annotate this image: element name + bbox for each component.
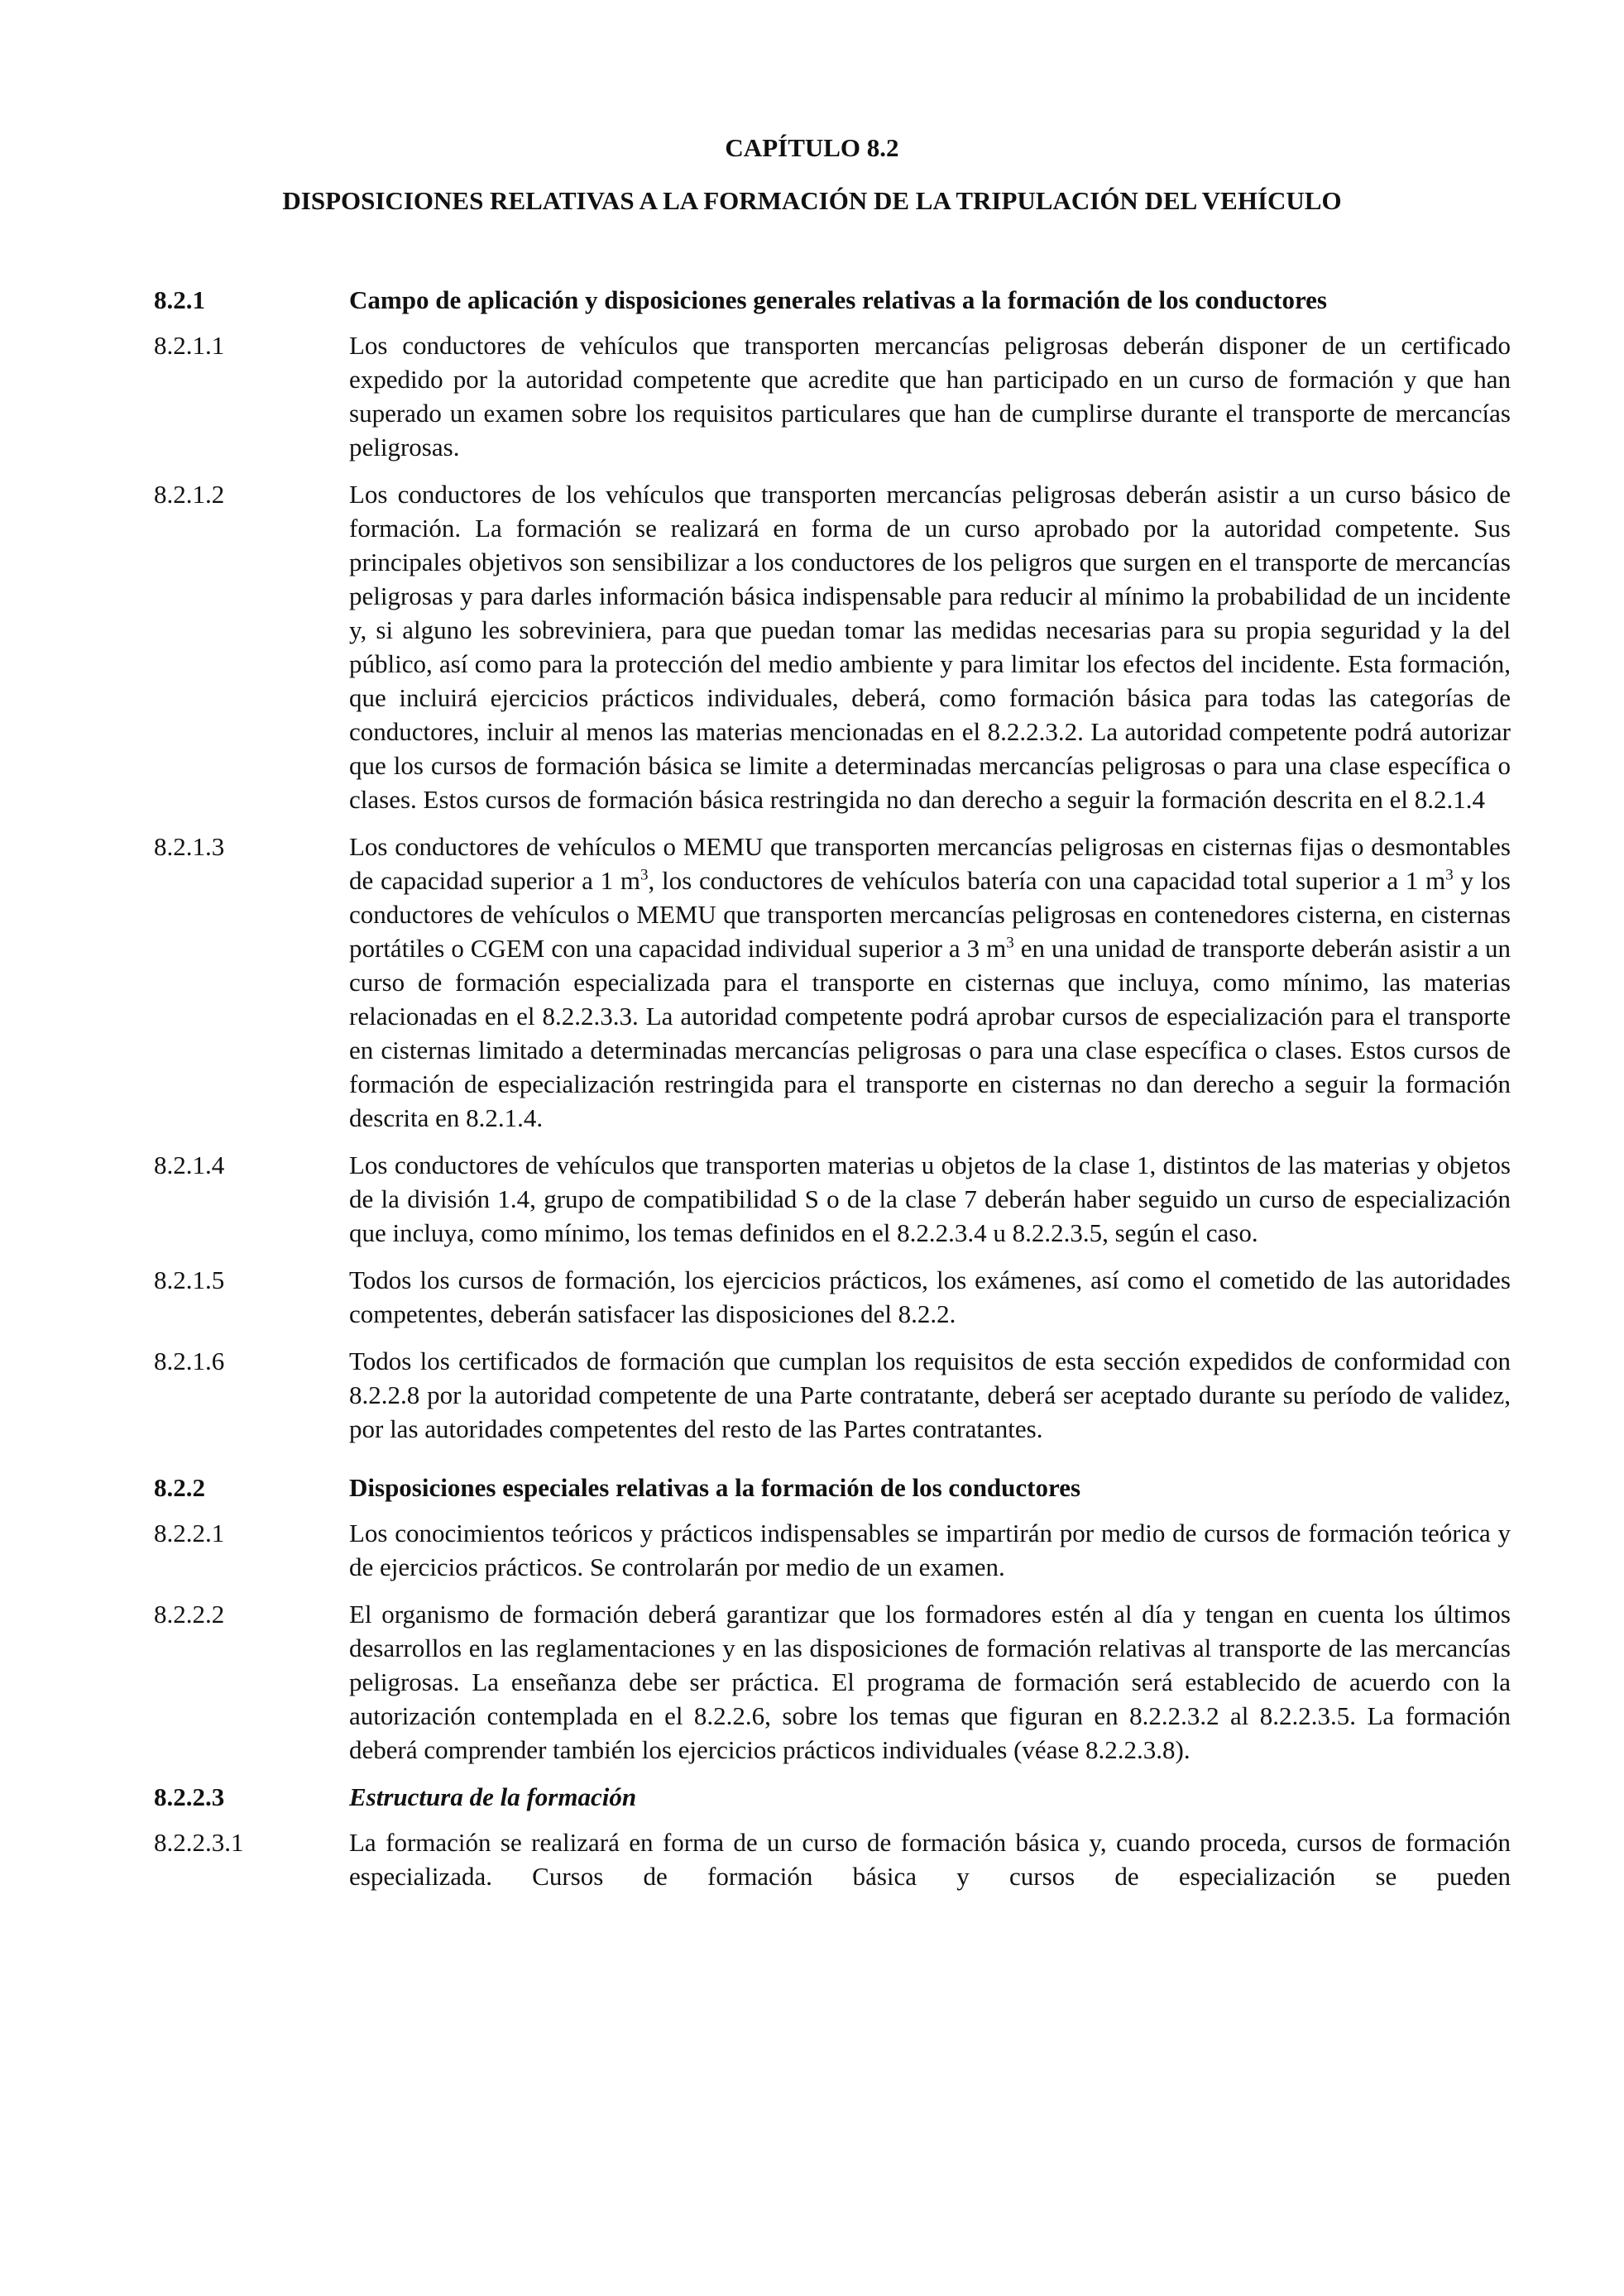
section-heading-8-2-2 — [154, 1471, 1511, 1504]
paragraph-text — [349, 830, 1511, 1135]
paragraph-number: 8.2.2.2 — [154, 1600, 225, 1629]
paragraph-8-2-1-1 — [154, 328, 1511, 464]
paragraph-8-2-1-3 — [154, 830, 1511, 1135]
paragraph-number: 8.2.1.2 — [154, 480, 225, 509]
paragraph-text: Los conductores de vehículos que transporten mercancías peligrosas deberán disponer de un certificado expedido por la autoridad competente que acredite que han participado en un curso de formación y que han superado un examen sobre los requisitos particulares que han de cumplirse durante el transporte de mercancías peligrosas. — [349, 331, 1511, 462]
paragraph-text: Todos los cursos de formación, los ejercicios prácticos, los exámenes, así como el cometido de las autoridades competentes, deberán satisfacer las disposiciones del 8.2.2. — [349, 1265, 1511, 1328]
section-number: 8.2.1 — [154, 285, 205, 314]
paragraph-text: El organismo de formación deberá garantizar que los formadores estén al día y tengan en cuenta los últimos desarrollos en las reglamentaciones y en las disposiciones de formación relativas al transporte de las mercancías peligrosas. La enseñanza debe ser práctica. El programa de formación será establecido de acuerdo con la autorización contemplada en el 8.2.2.6, sobre los temas que figuran en 8.2.2.3.2 al 8.2.2.3.5. La formación deberá comprender también los ejercicios prácticos individuales (véase 8.2.2.3.8). — [349, 1600, 1511, 1764]
paragraph-8-2-1-2 — [154, 477, 1511, 816]
section-heading-text: Disposiciones especiales relativas a la formación de los conductores — [349, 1473, 1081, 1502]
paragraph-text: Todos los certificados de formación que cumplan los requisitos de esta sección expedidos de conformidad con 8.2.2.8 por la autoridad competente de una Parte contratante, deberá ser aceptado durante su período de validez, por las autoridades competentes del resto de las Partes contratantes. — [349, 1347, 1511, 1443]
section-heading-8-2-2-3 — [154, 1780, 1511, 1814]
paragraph-8-2-1-5 — [154, 1263, 1511, 1331]
paragraph-number: 8.2.2.1 — [154, 1519, 225, 1547]
text-fragment: en una unidad de transporte deberán asistir a un curso de formación especializada para el transporte en cisternas que incluya, como mínimo, las materias relacionadas en el 8.2.2.3.3. La autoridad competente podrá aprobar cursos de especialización para el transporte en cisternas limitado a determinadas mercancías peligrosas o para una clase específica o clases. Estos cursos de formación de especialización restringida para el transporte en cisternas no dan derecho a seguir la formación descrita en 8.2.1.4. — [349, 934, 1511, 1132]
paragraph-number: 8.2.2.3.1 — [154, 1828, 244, 1857]
superscript: 3 — [640, 866, 649, 884]
document-body — [154, 283, 1511, 1893]
text-fragment: Los conductores de vehículos o MEMU que transporten mercancías peligrosas en cisternas fijas o desmontables de capacidad superior a 1 m — [349, 832, 1511, 895]
paragraph-8-2-1-6 — [154, 1344, 1511, 1446]
paragraph-text: Los conductores de vehículos que transporten materias u objetos de la clase 1, distintos de las materias y objetos de la división 1.4, grupo de compatibilidad S o de la clase 7 deberán haber seguido un curso de especialización que incluya, como mínimo, los temas definidos en el 8.2.2.3.4 u 8.2.2.3.5, según el caso. — [349, 1150, 1511, 1247]
section-number: 8.2.2 — [154, 1473, 205, 1502]
paragraph-8-2-1-4 — [154, 1148, 1511, 1250]
paragraph-text: Los conocimientos teóricos y prácticos indispensables se impartirán por medio de cursos de formación teórica y de ejercicios prácticos. Se controlarán por medio de un examen. — [349, 1519, 1511, 1581]
paragraph-text: Los conductores de los vehículos que transporten mercancías peligrosas deberán asistir a un curso básico de formación. La formación se realizará en forma de un curso aprobado por la autoridad competente. Sus principales objetivos son sensibilizar a los conductores de los peligros que surgen en el transporte de mercancías peligrosas y para darles información básica indispensable para reducir al mínimo la probabilidad de un incidente y, si alguno les sobreviniera, para que puedan tomar las medidas necesarias para su propia seguridad y la del público, así como para la protección del medio ambiente y para limitar los efectos del incidente. Esta formación, que incluirá ejercicios prácticos individuales, deberá, como formación básica para todas las categorías de conductores, incluir al menos las materias mencionadas en el 8.2.2.3.2. La autoridad competente podrá autorizar que los cursos de formación básica se limite a determinadas mercancías peligrosas o para una clase específica o clases. Estos cursos de formación básica restringida no dan derecho a seguir la formación descrita en el 8.2.1.4 — [349, 480, 1511, 814]
paragraph-number: 8.2.1.3 — [154, 832, 225, 861]
text-fragment: y los conductores de vehículos o MEMU que transporten mercancías peligrosas en contenedores cisterna, en cisternas portátiles o CGEM con una capacidad individual superior a 3 m — [349, 866, 1511, 963]
superscript: 3 — [1445, 866, 1454, 884]
paragraph-8-2-2-1 — [154, 1516, 1511, 1584]
section-heading-text: Campo de aplicación y disposiciones generales relativas a la formación de los conductores — [349, 285, 1327, 314]
section-number: 8.2.2.3 — [154, 1782, 225, 1811]
section-heading-text: Estructura de la formación — [349, 1782, 637, 1811]
paragraph-8-2-2-3-1 — [154, 1825, 1511, 1893]
paragraph-8-2-2-2 — [154, 1597, 1511, 1767]
chapter-title: CAPÍTULO 8.2 — [725, 133, 899, 162]
paragraph-number: 8.2.1.4 — [154, 1150, 225, 1179]
paragraph-number: 8.2.1.6 — [154, 1347, 225, 1375]
paragraph-number: 8.2.1.1 — [154, 331, 225, 360]
chapter-subtitle: DISPOSICIONES RELATIVAS A LA FORMACIÓN DE LA TRIPULACIÓN DEL VEHÍCULO — [282, 186, 1342, 215]
superscript: 3 — [1006, 934, 1014, 952]
text-fragment: , los conductores de vehículos batería con una capacidad total superior a 1 m — [648, 866, 1446, 895]
paragraph-text: La formación se realizará en forma de un curso de formación básica y, cuando proceda, cursos de formación especializada. Cursos de formación básica y cursos de especialización se pueden — [349, 1828, 1511, 1891]
section-heading-8-2-1 — [154, 283, 1511, 317]
paragraph-number: 8.2.1.5 — [154, 1265, 225, 1294]
